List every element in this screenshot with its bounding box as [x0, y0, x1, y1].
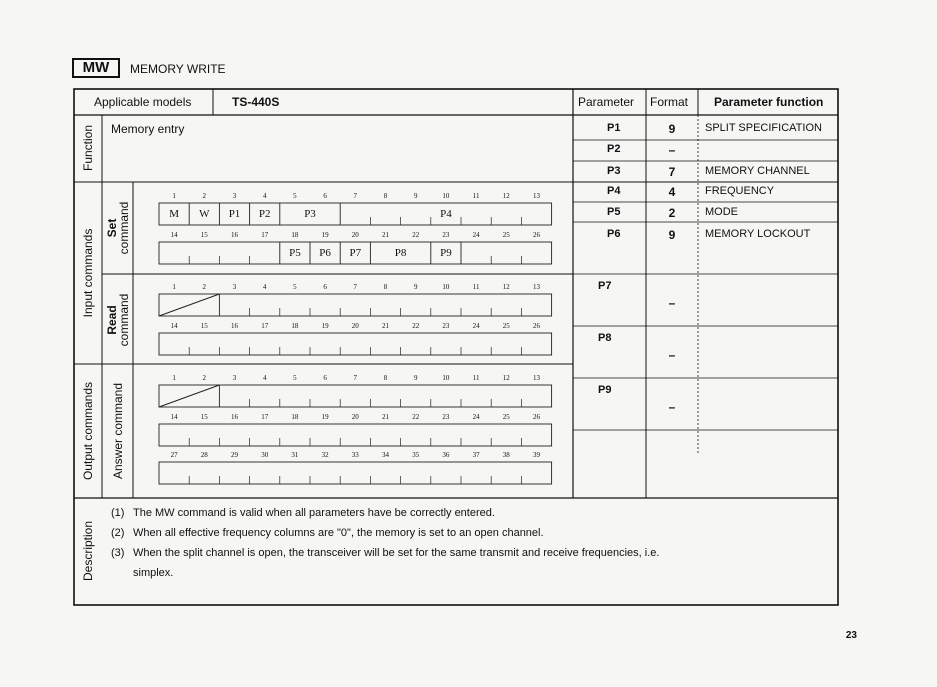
cell-number: 3 [232, 374, 237, 382]
model-name: TS-440S [232, 95, 280, 109]
parameter-name: P7 [598, 280, 612, 292]
cell-label: P6 [319, 247, 331, 259]
cell-number: 25 [502, 231, 510, 239]
cell-number: 3 [232, 283, 237, 291]
cell-number: 35 [412, 451, 420, 459]
cell-label: P5 [289, 247, 301, 259]
read-command-label: command [117, 293, 131, 347]
answer-diagonal [159, 385, 219, 407]
cell-number: 2 [202, 374, 207, 382]
cell-number: 10 [442, 283, 450, 291]
cell-number: 14 [170, 231, 178, 239]
description-item: (1) The MW command is valid when all parameters have be correctly entered. [111, 507, 495, 519]
cell-number: 4 [262, 192, 267, 200]
read-row2-box [159, 333, 552, 355]
answer-row3-box [159, 462, 552, 484]
cell-number: 7 [353, 283, 358, 291]
parameter-name: P6 [607, 228, 621, 240]
parameter-format: 4 [668, 185, 676, 199]
cell-number: 31 [291, 451, 299, 459]
cell-number: 33 [351, 451, 359, 459]
cell-number: 23 [442, 322, 450, 330]
set-label: Set [105, 218, 119, 238]
parameter-header: Parameter [578, 95, 635, 109]
cell-number: 13 [533, 374, 540, 382]
cell-label: W [199, 208, 210, 220]
parameter-function: SPLIT SPECIFICATION [705, 122, 822, 134]
input-commands-label: Input commands [81, 228, 95, 318]
cell-number: 11 [472, 374, 480, 382]
cell-number: 22 [412, 322, 420, 330]
cell-number: 14 [170, 322, 178, 330]
page-number: 23 [845, 630, 857, 641]
cell-number: 17 [261, 322, 269, 330]
cell-number: 26 [533, 231, 540, 239]
parameter-format: 9 [668, 228, 676, 242]
parameter-name: P9 [598, 384, 612, 396]
parameter-name: P1 [607, 122, 621, 134]
cell-number: 15 [200, 413, 208, 421]
parameter-format: – [668, 143, 676, 157]
cell-label: P1 [228, 208, 241, 220]
cell-number: 16 [231, 322, 238, 330]
cell-number: 18 [291, 231, 299, 239]
cell-number: 37 [472, 451, 480, 459]
cell-number: 23 [442, 413, 450, 421]
cell-number: 27 [170, 451, 178, 459]
cell-number: 6 [323, 283, 327, 291]
function-text: Memory entry [111, 122, 185, 136]
cell-number: 26 [533, 322, 540, 330]
cell-number: 20 [351, 413, 359, 421]
cell-number: 8 [383, 374, 388, 382]
read-label: Read [105, 305, 119, 335]
parameter-name: P5 [607, 206, 621, 218]
set-command-label: command [117, 201, 131, 255]
cell-number: 2 [202, 283, 207, 291]
cell-number: 9 [413, 374, 418, 382]
cell-number: 1 [172, 283, 176, 291]
applicable-models-label: Applicable models [94, 95, 192, 109]
cell-number: 1 [172, 192, 176, 200]
cell-label: P9 [440, 247, 452, 259]
cell-number: 24 [472, 231, 480, 239]
parameter-name: P2 [607, 143, 621, 155]
description-label: Description [81, 520, 95, 582]
cell-number: 5 [293, 192, 297, 200]
cell-number: 7 [353, 374, 358, 382]
description-item: (3) When the split channel is open, the transceiver will be set for the same transmit and receive frequencies, i.e. [111, 547, 660, 559]
cell-number: 38 [502, 451, 510, 459]
cell-number: 24 [472, 413, 480, 421]
cell-number: 12 [502, 283, 510, 291]
command-title: MEMORY WRITE [130, 62, 226, 76]
cell-label: M [169, 208, 179, 220]
parameter-name: P8 [598, 332, 612, 344]
parameter-format: – [668, 296, 676, 310]
cell-number: 5 [293, 374, 297, 382]
cell-number: 19 [321, 322, 329, 330]
cell-number: 8 [383, 192, 388, 200]
cell-number: 19 [321, 413, 329, 421]
read-diagonal [159, 294, 219, 316]
cell-number: 18 [291, 413, 299, 421]
cell-number: 28 [200, 451, 208, 459]
cell-number: 34 [382, 451, 389, 459]
cell-number: 21 [382, 231, 389, 239]
cell-number: 36 [442, 451, 450, 459]
cell-number: 22 [412, 413, 420, 421]
cell-number: 2 [202, 192, 207, 200]
cell-number: 1 [172, 374, 176, 382]
cell-number: 12 [502, 374, 510, 382]
cell-label: P7 [349, 247, 362, 259]
output-commands-label: Output commands [81, 381, 95, 481]
cell-number: 4 [262, 283, 267, 291]
cell-number: 19 [321, 231, 329, 239]
cell-number: 4 [262, 374, 267, 382]
cell-number: 10 [442, 374, 450, 382]
cell-number: 29 [231, 451, 238, 459]
cell-number: 15 [200, 322, 208, 330]
parameter-function: FREQUENCY [705, 185, 775, 197]
description-item: (2) When all effective frequency columns are "0", the memory is set to an open channel. [111, 527, 544, 539]
parameter-format: 2 [668, 206, 676, 220]
read-row1-box [159, 294, 552, 316]
parameter-function-header: Parameter function [714, 95, 824, 109]
answer-row2-box [159, 424, 552, 446]
cell-number: 23 [442, 231, 450, 239]
cell-number: 5 [293, 283, 297, 291]
cell-number: 17 [261, 231, 269, 239]
function-label: Function [81, 124, 95, 172]
format-header: Format [650, 95, 689, 109]
answer-command-label: Answer command [111, 382, 125, 480]
cell-number: 9 [413, 283, 418, 291]
cell-number: 20 [351, 322, 359, 330]
cell-number: 16 [231, 413, 238, 421]
cell-number: 15 [200, 231, 208, 239]
cell-number: 16 [231, 231, 238, 239]
cell-number: 14 [170, 413, 178, 421]
cell-number: 12 [502, 192, 510, 200]
cell-number: 11 [472, 283, 480, 291]
parameter-format: 9 [668, 122, 676, 136]
description-list [111, 503, 831, 583]
parameter-format: – [668, 400, 676, 414]
cell-number: 32 [321, 451, 329, 459]
cell-number: 22 [412, 231, 420, 239]
description-item: simplex. [133, 567, 174, 579]
cell-label: P4 [440, 208, 452, 220]
cell-number: 13 [533, 283, 540, 291]
cell-number: 6 [323, 192, 327, 200]
cell-number: 18 [291, 322, 299, 330]
cell-number: 25 [502, 413, 510, 421]
cell-number: 20 [351, 231, 359, 239]
cell-number: 11 [472, 192, 480, 200]
cell-number: 30 [261, 451, 269, 459]
cell-number: 10 [442, 192, 450, 200]
cell-label: P2 [258, 208, 271, 220]
cell-number: 7 [353, 192, 358, 200]
cell-label: P8 [394, 247, 407, 259]
cell-number: 13 [533, 192, 540, 200]
cell-number: 26 [533, 413, 540, 421]
parameter-function: MEMORY CHANNEL [705, 165, 810, 177]
cell-number: 25 [502, 322, 510, 330]
cell-number: 39 [533, 451, 540, 459]
parameter-name: P4 [607, 185, 621, 197]
cell-number: 21 [382, 413, 389, 421]
command-code-box: MW [72, 58, 120, 78]
parameter-format: – [668, 348, 676, 362]
parameter-name: P3 [607, 165, 621, 177]
cell-label: P3 [304, 208, 316, 220]
answer-row1-box [159, 385, 552, 407]
parameter-function: MODE [705, 206, 738, 218]
parameter-format: 7 [668, 165, 676, 179]
cell-number: 24 [472, 322, 480, 330]
cell-number: 3 [232, 192, 237, 200]
cell-number: 9 [413, 192, 418, 200]
cell-number: 21 [382, 322, 389, 330]
cell-number: 6 [323, 374, 327, 382]
cell-number: 17 [261, 413, 269, 421]
cell-number: 8 [383, 283, 388, 291]
parameter-function: MEMORY LOCKOUT [705, 228, 811, 240]
